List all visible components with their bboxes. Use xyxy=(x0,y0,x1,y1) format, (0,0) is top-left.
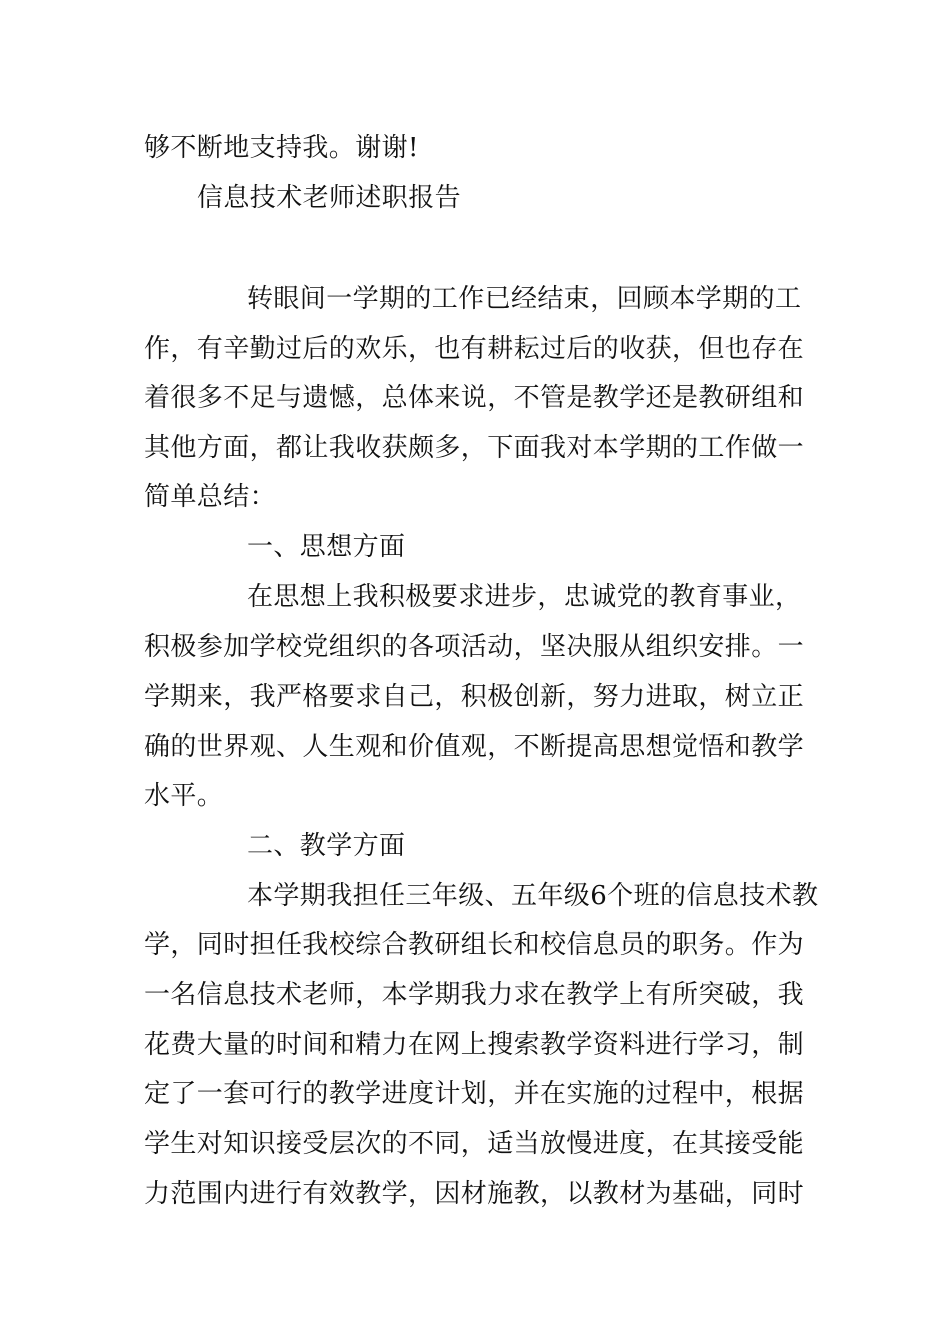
text-line-closing: 够不断地支持我。谢谢! xyxy=(144,133,419,163)
paragraph-teaching-line: 定了一套可行的教学进度计划，并在实施的过程中，根据 xyxy=(144,1079,805,1109)
paragraph-thought-line: 学期来，我严格要求自己，积极创新，努力进取，树立正 xyxy=(144,682,805,712)
paragraph-teaching-line: 本学期我担任三年级、五年级6个班的信息技术教 xyxy=(247,881,819,911)
paragraph-teaching-line: 学生对知识接受层次的不同，适当放慢进度，在其接受能 xyxy=(144,1129,805,1159)
document-title: 信息技术老师述职报告 xyxy=(197,183,462,213)
section-heading-teaching: 二、教学方面 xyxy=(247,831,406,861)
paragraph-intro-line: 其他方面，都让我收获颇多，下面我对本学期的工作做一 xyxy=(144,433,805,463)
paragraph-intro-line: 转眼间一学期的工作已经结束，回顾本学期的工 xyxy=(247,284,802,314)
paragraph-intro-line: 作，有辛勤过后的欢乐，也有耕耘过后的收获，但也存在 xyxy=(144,334,805,364)
paragraph-teaching-line: 一名信息技术老师，本学期我力求在教学上有所突破，我 xyxy=(144,980,805,1010)
paragraph-thought-line: 确的世界观、人生观和价值观，不断提高思想觉悟和教学 xyxy=(144,732,805,762)
paragraph-teaching-line: 花费大量的时间和精力在网上搜索教学资料进行学习，制 xyxy=(144,1030,805,1060)
paragraph-intro-line: 着很多不足与遗憾，总体来说，不管是教学还是教研组和 xyxy=(144,383,805,413)
paragraph-thought-line: 在思想上我积极要求进步，忠诚党的教育事业， xyxy=(247,582,802,612)
section-heading-thought: 一、思想方面 xyxy=(247,532,406,562)
paragraph-teaching-line: 力范围内进行有效教学，因材施教，以教材为基础，同时 xyxy=(144,1179,805,1209)
paragraph-thought-line: 水平。 xyxy=(144,781,224,811)
paragraph-teaching-line: 学，同时担任我校综合教研组长和校信息员的职务。作为 xyxy=(144,930,805,960)
paragraph-thought-line: 积极参加学校党组织的各项活动，坚决服从组织安排。一 xyxy=(144,632,805,662)
paragraph-intro-line: 简单总结： xyxy=(144,482,277,512)
